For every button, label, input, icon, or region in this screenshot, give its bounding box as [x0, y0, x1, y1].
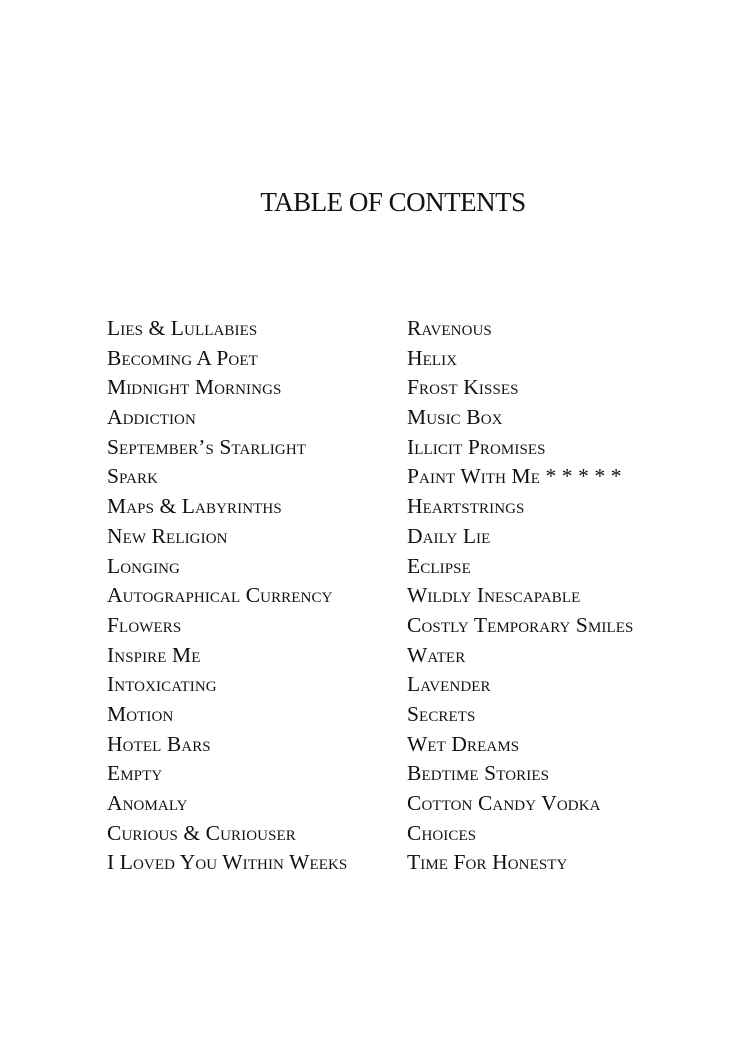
contents-entry: New Religion — [107, 523, 228, 548]
contents-entry: Helix — [407, 345, 458, 370]
contents-entry: Illicit Promises — [407, 434, 546, 459]
contents-entry: Bedtime Stories — [407, 761, 550, 786]
contents-entry: Autographical Currency — [107, 583, 333, 608]
contents-entry: Lies & Lullabies — [107, 316, 258, 340]
contents-column-left — [107, 314, 397, 878]
contents-entry: Daily Lie — [407, 523, 491, 548]
contents-entry: Addiction — [107, 405, 196, 430]
contents-entry: Choices — [407, 820, 477, 845]
contents-entry: September’s Starlight — [107, 434, 307, 459]
contents-entry: Paint With Me * * * * * — [407, 464, 622, 489]
contents-entry: Flowers — [107, 612, 182, 637]
contents-entry: Anomaly — [107, 791, 188, 815]
contents-entry: Cotton Candy Vodka — [407, 791, 601, 815]
contents-entry: Intoxicating — [107, 672, 217, 697]
contents-entry: Wildly Inescapable — [407, 583, 581, 608]
contents-entry: Spark — [107, 464, 159, 489]
contents-entry: Inspire Me — [107, 642, 201, 667]
contents-entry: Secrets — [407, 701, 476, 726]
contents-entry: Heartstrings — [407, 494, 525, 519]
contents-entry: Costly Temporary Smiles — [407, 612, 634, 637]
contents-entry: Music Box — [407, 405, 503, 430]
contents-entry: Wet Dreams — [407, 731, 520, 756]
contents-entry: Becoming A Poet — [107, 345, 258, 370]
contents-entry: Time For Honesty — [407, 850, 568, 875]
contents-entry: Empty — [107, 761, 163, 786]
contents-entry: Ravenous — [407, 316, 492, 340]
contents-entry: Motion — [107, 701, 174, 726]
contents-entry: Frost Kisses — [407, 375, 519, 400]
contents-entry: I Loved You Within Weeks — [107, 850, 348, 875]
contents-entry: Curious & Curiouser — [107, 820, 296, 845]
contents-column-right — [407, 314, 737, 878]
contents-entry: Longing — [107, 553, 180, 578]
contents-entry: Maps & Labyrinths — [107, 494, 282, 519]
contents-entry: Eclipse — [407, 553, 471, 578]
page-title: TABLE OF CONTENTS — [260, 187, 526, 217]
contents-entry: Hotel Bars — [107, 731, 211, 756]
contents-entry: Lavender — [407, 672, 491, 697]
contents-entry: Water — [407, 642, 466, 667]
contents-entry: Midnight Mornings — [107, 375, 282, 400]
